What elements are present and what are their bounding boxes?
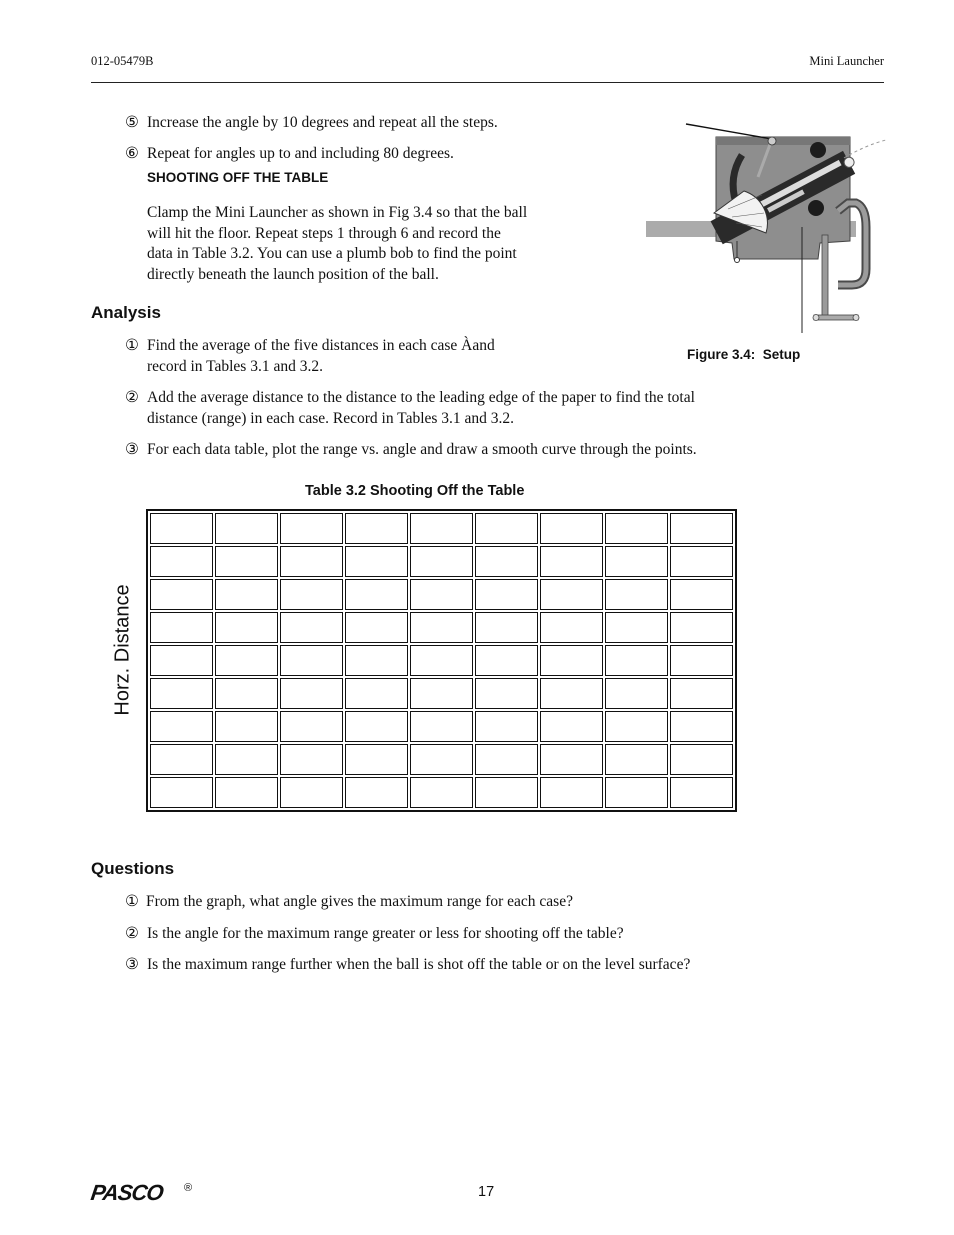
table-cell (345, 579, 408, 610)
table-cell (670, 711, 733, 742)
table-cell (215, 777, 278, 808)
question-marker: ① (125, 893, 139, 910)
launcher-setup-figure (640, 115, 890, 340)
table-cell (150, 711, 213, 742)
table-cell (215, 612, 278, 643)
table-cell (540, 678, 603, 709)
table-cell (670, 612, 733, 643)
table-cell (410, 546, 473, 577)
table-cell (670, 678, 733, 709)
questions-heading: Questions (91, 859, 175, 878)
knob-icon (810, 142, 826, 158)
bracket-top (716, 137, 850, 145)
para-line: Clamp the Mini Launcher as shown in Fig 3.4 so that the ball (147, 204, 528, 221)
data-grid (148, 511, 735, 810)
question-1 (125, 891, 573, 912)
step-text: Repeat for angles up to and including 80 degrees. (147, 145, 454, 162)
table-cell (150, 513, 213, 544)
analysis-item-1 (125, 335, 585, 377)
table-cell (670, 744, 733, 775)
product-name: Mini Launcher (809, 54, 884, 68)
table-cell (410, 645, 473, 676)
step-5 (125, 112, 498, 133)
question-text: Is the angle for the maximum range greater or less for shooting off the table? (147, 925, 624, 942)
table-cell (410, 579, 473, 610)
table-cell (605, 711, 668, 742)
table-cell (605, 678, 668, 709)
table-cell (280, 546, 343, 577)
section-subheading: SHOOTING OFF THE TABLE (147, 170, 329, 185)
question-text: From the graph, what angle gives the maximum range for each case? (146, 893, 573, 910)
page-number: 17 (478, 1184, 495, 1200)
table-cell (475, 513, 538, 544)
table-cell (345, 777, 408, 808)
table-cell (150, 546, 213, 577)
header-rule (91, 82, 884, 83)
figure-caption: Figure 3.4: Setup (687, 347, 801, 362)
table-cell (540, 579, 603, 610)
table-cell (540, 513, 603, 544)
table-cell (605, 612, 668, 643)
table-cell (605, 513, 668, 544)
para-line: data in Table 3.2. You can use a plumb bob to find the point (147, 245, 517, 262)
table-cell (215, 513, 278, 544)
table-cell (280, 513, 343, 544)
item-line: Find the average of the five distances in each case Àand (147, 337, 495, 354)
table-row (150, 744, 733, 775)
item-line: record in Tables 3.1 and 3.2. (147, 358, 323, 375)
item-line: Add the average distance to the distance to the leading edge of the paper to find the total (147, 389, 695, 406)
step-marker: ⑥ (125, 145, 139, 162)
table-cell (150, 744, 213, 775)
table-cell (280, 612, 343, 643)
table-cell (150, 678, 213, 709)
registered-mark: ® (184, 1182, 193, 1194)
table-cell (215, 678, 278, 709)
plumb-bob-icon (735, 258, 740, 263)
table-cell (605, 777, 668, 808)
table-cell (670, 546, 733, 577)
table-cell (215, 744, 278, 775)
table-cell (670, 645, 733, 676)
table-cell (605, 546, 668, 577)
table-cell (215, 645, 278, 676)
para-line: will hit the floor. Repeat steps 1 through 6 and record the (147, 224, 501, 242)
table-cell (150, 612, 213, 643)
table-title: Table 3.2 Shooting Off the Table (305, 483, 525, 499)
question-marker: ③ (125, 956, 139, 973)
table-cell (215, 579, 278, 610)
table-cell (410, 711, 473, 742)
table-cell (410, 744, 473, 775)
table-cell (605, 744, 668, 775)
table-cell (605, 579, 668, 610)
table-cell (215, 711, 278, 742)
item-line: distance (range) in each case. Record in Tables 3.1 and 3.2. (147, 410, 515, 427)
table-cell (475, 711, 538, 742)
table-cell (540, 612, 603, 643)
table-cell (410, 513, 473, 544)
table-cell (345, 513, 408, 544)
question-marker: ② (125, 925, 139, 942)
item-marker: ③ (125, 441, 139, 458)
axis-label-horz-distance (111, 560, 135, 740)
table-cell (345, 678, 408, 709)
clamp-paragraph (147, 203, 577, 285)
step-6 (125, 143, 454, 164)
table-cell (150, 645, 213, 676)
analysis-heading: Analysis (91, 303, 161, 322)
table-cell (475, 777, 538, 808)
table-cell (280, 678, 343, 709)
axis-label-text: Horz. Distance (111, 584, 134, 716)
table-row (150, 711, 733, 742)
table-cell (475, 612, 538, 643)
table-cell (280, 777, 343, 808)
item-marker: ① (125, 337, 139, 354)
table-cell (280, 744, 343, 775)
question-2 (125, 923, 624, 944)
item-line: For each data table, plot the range vs. angle and draw a smooth curve through the points. (147, 441, 697, 458)
table-cell (540, 546, 603, 577)
table-cell (280, 711, 343, 742)
table-row (150, 579, 733, 610)
table-row (150, 546, 733, 577)
table-cell (280, 645, 343, 676)
data-table-3-2 (146, 509, 737, 812)
table-cell (345, 546, 408, 577)
table-row (150, 777, 733, 808)
analysis-item-2 (125, 387, 785, 429)
doc-number: 012-05479B (91, 54, 154, 68)
table-cell (475, 744, 538, 775)
table-cell (215, 546, 278, 577)
table-cell (475, 678, 538, 709)
table-cell (475, 579, 538, 610)
table-cell (540, 645, 603, 676)
table-cell (605, 645, 668, 676)
table-cell (345, 711, 408, 742)
para-line: directly beneath the launch position of the ball. (147, 265, 439, 283)
table-row (150, 513, 733, 544)
table-cell (540, 777, 603, 808)
question-3 (125, 954, 690, 975)
table-cell (540, 744, 603, 775)
analysis-item-3 (125, 439, 805, 460)
step-text: Increase the angle by 10 degrees and repeat all the steps. (147, 114, 498, 131)
step-marker: ⑤ (125, 114, 139, 131)
table-cell (670, 777, 733, 808)
table-cell (410, 612, 473, 643)
table-cell (670, 579, 733, 610)
table-row (150, 678, 733, 709)
pasco-logo: PASCO (89, 1180, 165, 1205)
table-row (150, 612, 733, 643)
table-cell (280, 579, 343, 610)
knob-icon (808, 200, 824, 216)
table-cell (345, 612, 408, 643)
table-cell (410, 777, 473, 808)
table-cell (150, 579, 213, 610)
table-cell (475, 645, 538, 676)
table-cell (540, 711, 603, 742)
question-text: Is the maximum range further when the ball is shot off the table or on the level surface? (147, 956, 691, 973)
table-cell (345, 744, 408, 775)
table-cell (150, 777, 213, 808)
table-row (150, 645, 733, 676)
table-cell (345, 645, 408, 676)
table-cell (475, 546, 538, 577)
table-cell (410, 678, 473, 709)
table-cell (670, 513, 733, 544)
item-marker: ② (125, 389, 139, 406)
